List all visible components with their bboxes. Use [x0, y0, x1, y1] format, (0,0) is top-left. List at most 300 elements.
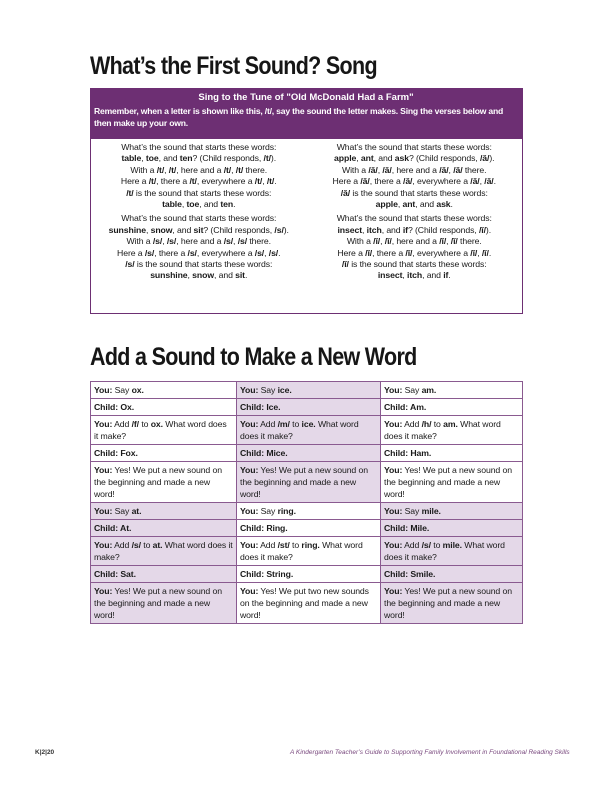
- prompt-text: Add: [112, 419, 132, 429]
- verse-text: there.: [247, 236, 271, 247]
- verse-text: /ă/: [479, 153, 490, 164]
- verse-text: /ă/: [403, 176, 413, 187]
- verse-text: itch: [407, 270, 423, 281]
- exchange-block: [91, 382, 236, 503]
- you-label: You:: [240, 385, 259, 395]
- praise-prompt: [381, 462, 522, 502]
- say-prompt: [381, 503, 522, 520]
- verse-text: /s/: [166, 236, 177, 247]
- verse-text: ,: [262, 176, 267, 187]
- verse-text: /ĭ/: [384, 236, 392, 247]
- prompt-text: What word does it make?: [94, 419, 227, 441]
- verse-text: toe: [145, 153, 159, 164]
- child-answer: Ring.: [266, 523, 288, 533]
- exchange-block: [91, 503, 236, 623]
- prompt-text: Add: [112, 540, 132, 550]
- verse-text: /ĭ/: [450, 236, 458, 247]
- exchange-column: [236, 382, 380, 623]
- verse-text: is the sound that starts these words:: [348, 259, 487, 270]
- verse-text: /s/: [187, 247, 197, 258]
- exchange-block: [381, 382, 522, 503]
- verse-text: With a: [342, 164, 369, 175]
- prompt-text: Add: [258, 419, 278, 429]
- child-answer: At.: [120, 523, 132, 533]
- verse-text: ant: [402, 199, 416, 210]
- prompt-text: Say: [112, 506, 132, 516]
- prompt-text: Say: [258, 385, 278, 395]
- say-prompt: [237, 503, 380, 520]
- say-prompt: [381, 382, 522, 399]
- verse-text: ,: [231, 164, 236, 175]
- child-response: [91, 399, 236, 416]
- child-response: [381, 399, 522, 416]
- verse-text: /t/: [168, 164, 177, 175]
- verse-text: /ă/: [470, 176, 480, 187]
- verse-line: [307, 199, 523, 210]
- child-label: Child:: [384, 448, 409, 458]
- verse-text: ,: [181, 199, 187, 210]
- verse-text: ant: [360, 153, 374, 164]
- verse-text: .: [450, 199, 453, 210]
- sound-text: /s/: [421, 540, 431, 550]
- child-label: Child:: [240, 402, 265, 412]
- verse-text: /ă/: [484, 176, 494, 187]
- child-answer: Smile.: [410, 569, 436, 579]
- verse-text: /ĭ/: [365, 247, 373, 258]
- verse-text: /s/: [268, 247, 279, 258]
- you-label: You:: [384, 586, 403, 596]
- sound-text: /h/: [421, 419, 432, 429]
- prompt-word: am.: [421, 385, 437, 395]
- verse-text: /t/: [266, 176, 275, 187]
- prompt-word: ox.: [131, 385, 144, 395]
- add-prompt: [381, 537, 522, 566]
- verse-text: ).: [489, 153, 495, 164]
- verse-text: /t/: [223, 164, 232, 175]
- you-label: You:: [94, 385, 113, 395]
- prompt-word: mile.: [421, 506, 441, 516]
- song-tune: Sing to the Tune of "Old McDonald Had a Farm": [198, 92, 414, 103]
- song-header: [91, 89, 522, 139]
- verse-text: insect: [337, 224, 362, 235]
- verse-text: ,: [162, 236, 167, 247]
- verse-line: [307, 225, 523, 236]
- verse-text: , everywhere a: [196, 247, 255, 258]
- verse-text: What’s the sound that starts these words:: [336, 142, 492, 152]
- verse-text: /ă/: [382, 164, 392, 175]
- sound-text: /m/: [277, 419, 290, 429]
- prompt-text: Say: [112, 385, 132, 395]
- verse-text: With a: [126, 236, 153, 247]
- child-label: Child:: [384, 402, 409, 412]
- prompt-text: What word does it make?: [384, 540, 505, 562]
- prompt-word: ice.: [277, 385, 292, 395]
- verse-text: ten: [179, 153, 193, 164]
- praise-prompt: [91, 583, 236, 623]
- praise-text: Yes! We put two new sounds on the beginning and made a new word!: [240, 586, 369, 620]
- verse-text: ,: [187, 270, 193, 281]
- verse-line: [91, 248, 307, 259]
- verse-text: is the sound that starts these words:: [134, 259, 273, 270]
- child-label: Child:: [94, 448, 119, 458]
- verse-line: [307, 165, 523, 176]
- prompt-text: Add: [402, 419, 422, 429]
- verse-text: ).: [485, 224, 492, 235]
- prompt-text: Say: [402, 506, 422, 516]
- praise-prompt: [237, 462, 380, 502]
- song-verse: [307, 213, 523, 281]
- verse-text: ,: [164, 164, 169, 175]
- child-new-word: [237, 566, 380, 583]
- child-label: Child:: [240, 569, 265, 579]
- verse-text: , here and a: [176, 236, 224, 247]
- prompt-text: to: [140, 540, 153, 550]
- exchange-block: [381, 503, 522, 623]
- verse-line: [307, 142, 523, 153]
- verse-text: sit: [235, 270, 245, 281]
- add-sound-grid: [90, 381, 523, 624]
- verse-text: snow: [150, 224, 173, 235]
- child-answer: String.: [266, 569, 294, 579]
- verse-text: , here and a: [391, 164, 440, 175]
- prompt-text: Add: [402, 540, 422, 550]
- verse-text: ,: [446, 236, 451, 247]
- you-label: You:: [384, 540, 403, 550]
- verse-text: /s/: [144, 247, 155, 258]
- verse-text: /s/: [274, 224, 284, 235]
- verse-text: ask: [436, 199, 451, 210]
- exchange-block: [237, 382, 380, 503]
- verse-line: [91, 236, 307, 247]
- verse-line: [91, 199, 307, 210]
- sound-text: /f/: [131, 419, 139, 429]
- verse-text: /ă/: [439, 164, 449, 175]
- prompt-word: ring.: [301, 540, 320, 550]
- verse-text: ? (Child responds,: [407, 224, 479, 235]
- verse-text: table: [162, 199, 182, 210]
- verse-text: ,: [233, 236, 238, 247]
- prompt-text: What word does it make?: [240, 540, 363, 562]
- praise-text: Yes! We put a new sound on the beginning and made a new word!: [384, 465, 512, 499]
- verse-line: [307, 213, 523, 224]
- verse-text: toe: [186, 199, 200, 210]
- verse-line: [307, 188, 523, 199]
- verse-text: /ĭ/: [405, 247, 413, 258]
- child-label: Child:: [240, 448, 265, 458]
- verse-text: if: [402, 224, 408, 235]
- verse-text: /t/: [148, 176, 157, 187]
- verse-text: /t/: [254, 176, 263, 187]
- praise-text: Yes! We put a new sound on the beginning and made a new word!: [94, 465, 222, 499]
- praise-text: Yes! We put a new sound on the beginning and made a new word!: [94, 586, 222, 620]
- song-box: [90, 88, 523, 314]
- child-label: Child:: [240, 523, 265, 533]
- verse-text: , here and a: [176, 164, 224, 175]
- child-answer: Mile.: [410, 523, 430, 533]
- verse-text: , there a: [372, 247, 406, 258]
- verse-text: /s/: [152, 236, 163, 247]
- song-instructions: Remember, when a letter is shown like this, /t/, say the sound the letter makes. Sing the verses below and then make up your own.: [94, 106, 504, 128]
- prompt-text: What word does it make?: [240, 419, 359, 441]
- you-label: You:: [240, 540, 259, 550]
- add-prompt: [91, 537, 236, 566]
- verse-text: , and: [381, 224, 403, 235]
- add-prompt: [91, 416, 236, 445]
- verse-text: /ĭ/: [373, 236, 381, 247]
- verse-text: , and: [213, 270, 236, 281]
- verse-text: ,: [356, 153, 361, 164]
- verse-text: /ă/: [368, 164, 378, 175]
- sound-text: /s/: [131, 540, 141, 550]
- verse-text: is the sound that starts these words:: [350, 187, 488, 198]
- child-answer: Ice.: [266, 402, 281, 412]
- song-verse: [307, 142, 523, 210]
- you-label: You:: [240, 419, 259, 429]
- verse-text: ? (Child responds,: [408, 153, 480, 164]
- footer-guide-title: A Kindergarten Teacher’s Guide to Supporting Family Involvement in Foundational Reading Skills: [290, 749, 570, 756]
- verse-line: [307, 270, 523, 281]
- verse-text: ,: [264, 247, 269, 258]
- add-prompt: [237, 537, 380, 566]
- verse-text: ,: [145, 224, 151, 235]
- you-label: You:: [240, 586, 259, 596]
- verse-text: /s/: [254, 247, 265, 258]
- verse-text: /ă/: [340, 187, 351, 198]
- you-label: You:: [94, 465, 113, 475]
- verse-text: .: [488, 247, 492, 258]
- verse-text: ,: [141, 153, 146, 164]
- verse-text: ,: [362, 224, 367, 235]
- say-prompt: [91, 382, 236, 399]
- verse-text: , there a: [154, 247, 188, 258]
- exchange-block: [237, 503, 380, 623]
- verse-line: [307, 259, 523, 270]
- footer-page-number: K|2|20: [35, 749, 55, 756]
- verse-text: Here a: [337, 247, 366, 258]
- song-title: What’s the First Sound? Song: [90, 52, 377, 80]
- verse-text: apple: [334, 153, 357, 164]
- verse-text: With a: [346, 236, 374, 247]
- you-label: You:: [240, 506, 259, 516]
- verse-text: ten: [220, 199, 234, 210]
- praise-text: Yes! We put a new sound on the beginning and made a new word!: [384, 586, 512, 620]
- you-label: You:: [94, 506, 113, 516]
- verse-line: [91, 165, 307, 176]
- verse-text: , here and a: [391, 236, 440, 247]
- verse-text: ,: [380, 236, 385, 247]
- verse-text: there.: [462, 164, 487, 175]
- verse-text: /ĭ/: [481, 247, 489, 258]
- you-label: You:: [384, 506, 403, 516]
- verse-text: table: [121, 153, 142, 164]
- verse-text: /ĭ/: [341, 259, 349, 270]
- say-prompt: [237, 382, 380, 399]
- verse-text: .: [274, 176, 277, 187]
- verse-text: What’s the sound that starts these words:: [121, 142, 277, 152]
- verse-line: [91, 259, 307, 270]
- verse-text: .: [448, 270, 451, 281]
- verse-text: ,: [477, 247, 482, 258]
- verse-text: /t/: [189, 176, 197, 187]
- verse-line: [91, 153, 307, 164]
- child-answer: Fox.: [120, 448, 138, 458]
- verse-line: [307, 176, 523, 187]
- prompt-text: Say: [402, 385, 422, 395]
- add-prompt: [237, 416, 380, 445]
- child-new-word: [91, 445, 236, 462]
- verse-text: ? (Child responds,: [192, 153, 264, 164]
- child-response: [381, 520, 522, 537]
- praise-prompt: [91, 462, 236, 502]
- verse-text: /t/: [156, 164, 165, 175]
- verse-line: [91, 270, 307, 281]
- verse-text: , everywhere a: [412, 247, 471, 258]
- child-label: Child:: [94, 523, 119, 533]
- add-prompt: [381, 416, 522, 445]
- child-new-word: [91, 566, 236, 583]
- verse-text: ask: [394, 153, 409, 164]
- you-label: You:: [94, 540, 113, 550]
- child-label: Child:: [94, 402, 119, 412]
- verse-text: , and: [422, 270, 444, 281]
- you-label: You:: [384, 385, 403, 395]
- verse-text: apple: [375, 199, 398, 210]
- add-sound-title: Add a Sound to Make a New Word: [90, 343, 417, 371]
- verse-text: sunshine: [150, 270, 188, 281]
- verse-line: [307, 236, 523, 247]
- verse-text: /s/: [125, 259, 135, 270]
- verse-text: ,: [448, 164, 454, 175]
- verse-text: is the sound that starts these words:: [133, 187, 272, 198]
- prompt-word: at.: [152, 540, 163, 550]
- verse-text: ).: [283, 224, 289, 235]
- child-answer: Ox.: [120, 402, 135, 412]
- child-answer: Ham.: [410, 448, 432, 458]
- verse-text: , everywhere a: [412, 176, 471, 187]
- child-response: [91, 520, 236, 537]
- verse-line: [91, 188, 307, 199]
- verse-text: .: [233, 199, 236, 210]
- verse-text: ,: [479, 176, 485, 187]
- verse-text: /t/: [235, 164, 244, 175]
- verse-text: , and: [172, 224, 194, 235]
- verse-text: , there a: [156, 176, 190, 187]
- exchange-column: [380, 382, 522, 623]
- verse-text: if: [443, 270, 449, 281]
- child-label: Child:: [94, 569, 119, 579]
- prompt-text: What word does it make?: [384, 419, 501, 441]
- you-label: You:: [94, 419, 113, 429]
- prompt-text: to: [139, 419, 151, 429]
- verse-text: , there a: [369, 176, 403, 187]
- verse-text: /s/: [237, 236, 248, 247]
- you-label: You:: [240, 465, 259, 475]
- verse-line: [91, 213, 307, 224]
- verse-text: ,: [402, 270, 408, 281]
- verse-line: [91, 176, 307, 187]
- verse-text: What’s the sound that starts these words:: [336, 213, 492, 224]
- verse-text: snow: [192, 270, 214, 281]
- verse-text: , and: [158, 153, 180, 164]
- child-label: Child:: [384, 569, 409, 579]
- verse-text: /ĭ/: [439, 236, 447, 247]
- verse-text: sunshine: [108, 224, 146, 235]
- child-answer: Am.: [410, 402, 427, 412]
- verse-text: there.: [457, 236, 482, 247]
- prompt-text: to: [289, 540, 302, 550]
- prompt-word: am.: [443, 419, 458, 429]
- prompt-text: Say: [258, 506, 278, 516]
- verse-text: /ă/: [360, 176, 370, 187]
- verse-text: With a: [130, 164, 157, 175]
- praise-prompt: [381, 583, 522, 623]
- verse-text: Here a: [117, 247, 145, 258]
- song-verse: [91, 142, 307, 210]
- you-label: You:: [94, 586, 113, 596]
- verse-text: there.: [243, 164, 268, 175]
- praise-prompt: [237, 583, 380, 623]
- song-verses: [91, 139, 522, 285]
- exchange-column: [91, 382, 236, 623]
- child-label: Child:: [384, 523, 409, 533]
- verse-text: /ĭ/: [478, 224, 486, 235]
- verse-line: [91, 225, 307, 236]
- verse-text: /s/: [223, 236, 234, 247]
- verse-text: ? (Child responds,: [203, 224, 275, 235]
- you-label: You:: [384, 465, 403, 475]
- verse-text: .: [244, 270, 248, 281]
- prompt-word: ice.: [301, 419, 316, 429]
- verse-text: .: [493, 176, 496, 187]
- prompt-text: Add: [258, 540, 278, 550]
- prompt-word: ox.: [150, 419, 163, 429]
- song-verse: [91, 213, 307, 281]
- praise-text: Yes! We put a new sound on the beginning and made a new word!: [240, 465, 368, 499]
- verse-line: [91, 142, 307, 153]
- child-response: [237, 399, 380, 416]
- verse-text: , everywhere a: [196, 176, 255, 187]
- you-label: You:: [384, 419, 403, 429]
- verse-line: [307, 153, 523, 164]
- child-new-word: [381, 566, 522, 583]
- verse-text: , and: [373, 153, 395, 164]
- verse-text: /t/: [263, 153, 271, 164]
- verse-text: itch: [366, 224, 382, 235]
- prompt-word: mile.: [442, 540, 462, 550]
- prompt-text: to: [430, 540, 443, 550]
- verse-text: ,: [377, 164, 383, 175]
- verse-line: [307, 248, 523, 259]
- child-new-word: [237, 445, 380, 462]
- verse-text: insect: [377, 270, 403, 281]
- verse-text: What’s the sound that starts these words:: [121, 213, 277, 224]
- sound-text: /st/: [277, 540, 290, 550]
- prompt-text: What word does it make?: [94, 540, 233, 562]
- verse-text: Here a: [120, 176, 149, 187]
- verse-text: /t/: [126, 187, 134, 198]
- child-new-word: [381, 445, 522, 462]
- prompt-word: ring.: [277, 506, 296, 516]
- verse-text: , and: [415, 199, 437, 210]
- child-answer: Mice.: [266, 448, 288, 458]
- child-response: [237, 520, 380, 537]
- prompt-text: to: [289, 419, 302, 429]
- child-answer: Sat.: [120, 569, 136, 579]
- verse-text: .: [278, 247, 281, 258]
- verse-text: ).: [270, 153, 277, 164]
- verse-text: sit: [193, 224, 204, 235]
- verse-text: /ĭ/: [470, 247, 478, 258]
